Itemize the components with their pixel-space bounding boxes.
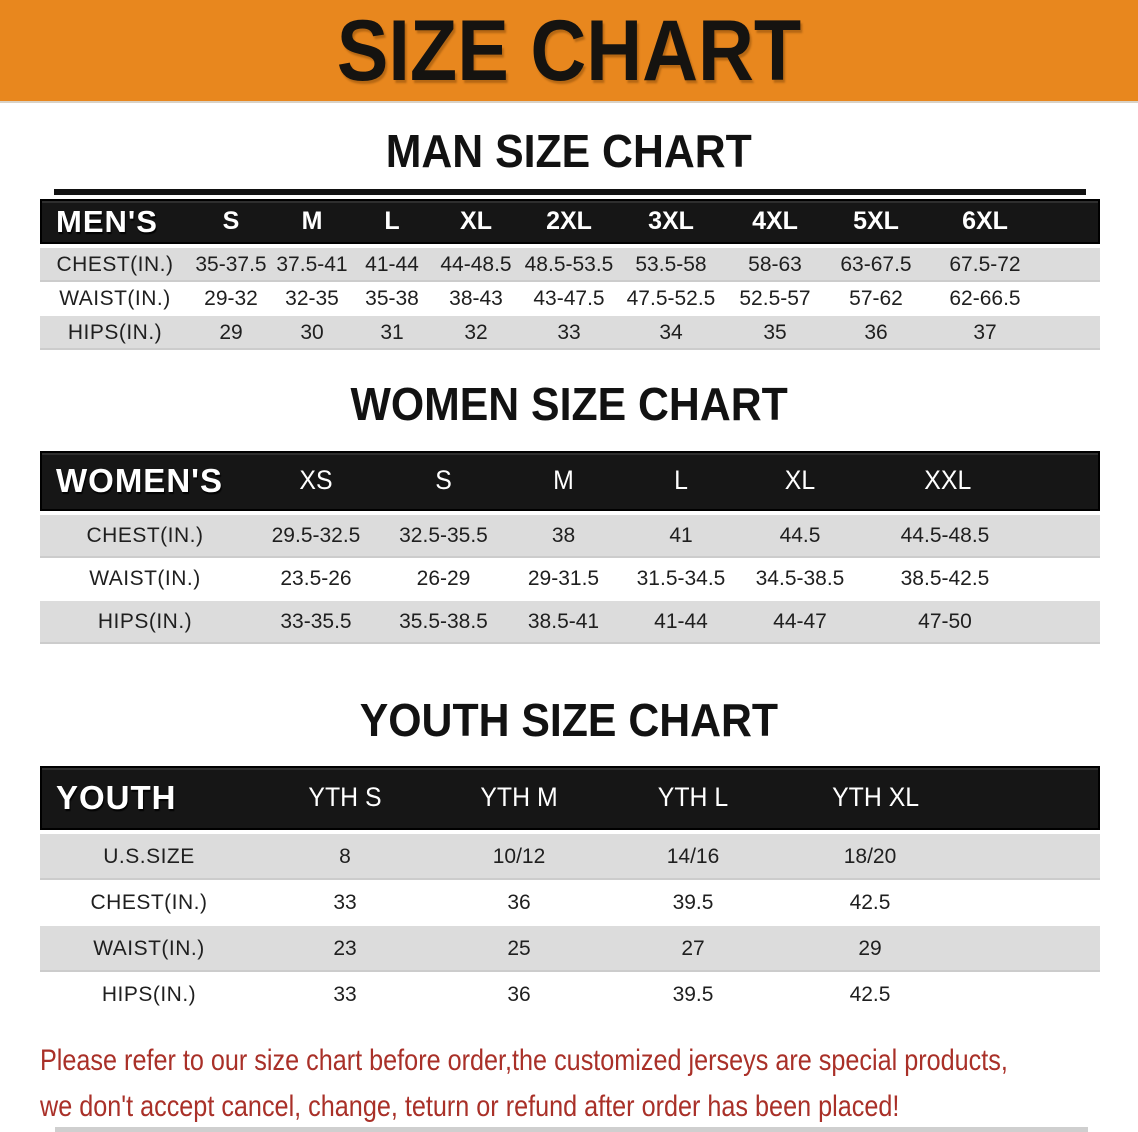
size-column-header: M <box>553 465 574 496</box>
size-value: 34.5-38.5 <box>755 567 845 591</box>
size-value: 33 <box>333 890 357 914</box>
size-value: 43-47.5 <box>533 287 605 311</box>
size-value: 44.5-48.5 <box>900 524 990 548</box>
size-value: 37.5-41 <box>276 253 348 277</box>
size-value: 39.5 <box>672 890 714 914</box>
measurement-row <box>40 880 1100 926</box>
size-column-header: S <box>222 207 240 236</box>
size-value: 42.5 <box>849 982 891 1006</box>
size-value: 47.5-52.5 <box>626 287 716 311</box>
size-value: 36 <box>507 890 531 914</box>
size-column-header: XS <box>299 465 333 496</box>
size-value: 57-62 <box>849 287 903 311</box>
size-value: 14/16 <box>666 844 720 868</box>
size-value: 37 <box>973 321 997 345</box>
size-value: 32.5-35.5 <box>399 524 488 548</box>
size-column-header: 6XL <box>962 207 1008 236</box>
section-heading-wrap <box>0 127 1138 175</box>
row-label: WAIST(IN.) <box>93 936 205 960</box>
size-value: 53.5-58 <box>635 253 707 277</box>
section-heading: WOMEN SIZE CHART <box>350 378 788 431</box>
size-value: 27 <box>681 936 705 960</box>
size-value: 32 <box>464 321 488 345</box>
size-column-header: M <box>301 207 323 236</box>
size-value: 63-67.5 <box>840 253 912 277</box>
section-heading-wrap <box>0 378 1138 431</box>
banner-title: SIZE CHART <box>336 2 802 99</box>
size-value: 44-48.5 <box>440 253 512 277</box>
size-column-header: L <box>384 207 400 236</box>
size-value: 41 <box>669 524 693 548</box>
size-column-header: YTH XL <box>832 782 920 813</box>
section-heading: YOUTH SIZE CHART <box>359 693 779 746</box>
size-value: 29.5-32.5 <box>271 524 361 548</box>
size-value: 41-44 <box>365 253 419 277</box>
size-value: 31 <box>380 321 404 345</box>
size-value: 36 <box>507 982 531 1006</box>
size-value: 47-50 <box>918 610 972 634</box>
size-value: 26-29 <box>416 567 471 591</box>
size-value: 38.5-41 <box>527 610 600 634</box>
row-label: WAIST(IN.) <box>89 567 201 591</box>
image-bottom-edge <box>55 1127 1088 1132</box>
row-label: HIPS(IN.) <box>97 610 193 634</box>
sections <box>0 127 1138 1018</box>
size-value: 42.5 <box>849 890 891 914</box>
measurement-row <box>40 248 1100 282</box>
measurement-row <box>40 972 1100 1018</box>
size-value: 33 <box>333 982 357 1006</box>
size-table <box>40 766 1100 1018</box>
size-column-header: YTH L <box>657 782 729 813</box>
disclaimer-line-1: Please refer to our size chart before order,the customized jerseys are special products, <box>40 1043 1008 1077</box>
disclaimer-line-2: we don't accept cancel, change, teturn or refund after order has been placed! <box>40 1089 900 1123</box>
row-label: CHEST(IN.) <box>86 524 204 548</box>
row-label: WAIST(IN.) <box>59 287 171 311</box>
size-table <box>40 451 1100 644</box>
table-title: WOMEN'S <box>56 461 224 499</box>
size-column-header: YTH M <box>480 782 558 813</box>
size-value: 58-63 <box>748 253 802 277</box>
size-value: 38 <box>551 524 576 548</box>
size-value: 23 <box>333 936 357 960</box>
size-value: 32-35 <box>285 287 339 311</box>
size-column-header: XL <box>460 207 492 236</box>
size-value: 29 <box>858 936 882 960</box>
size-value: 30 <box>300 321 324 345</box>
size-column-header: 5XL <box>853 207 899 236</box>
size-value: 23.5-26 <box>280 567 352 591</box>
size-value: 33-35.5 <box>280 610 352 634</box>
size-value: 38.5-42.5 <box>900 567 990 591</box>
size-value: 38-43 <box>449 287 503 311</box>
size-table <box>40 189 1100 350</box>
size-column-header: S <box>435 465 452 496</box>
size-value: 33 <box>557 321 581 345</box>
table-title: YOUTH <box>56 778 177 816</box>
size-column-header: 3XL <box>648 207 694 236</box>
size-value: 31.5-34.5 <box>636 567 726 591</box>
size-value: 35-37.5 <box>195 253 267 277</box>
row-label: U.S.SIZE <box>103 844 195 868</box>
size-value: 41-44 <box>654 610 708 634</box>
size-value: 44-47 <box>773 610 827 634</box>
table-header-row <box>40 766 1100 830</box>
table-header-row <box>40 451 1100 511</box>
table-title: MEN'S <box>56 203 158 239</box>
size-value: 10/12 <box>492 844 546 868</box>
size-value: 39.5 <box>672 982 714 1006</box>
row-label: CHEST(IN.) <box>56 253 174 277</box>
size-value: 34 <box>659 321 683 345</box>
size-value: 48.5-53.5 <box>524 253 614 277</box>
size-value: 25 <box>507 936 531 960</box>
size-column-header: 4XL <box>752 207 798 236</box>
size-chart-section <box>0 693 1138 1018</box>
table-header-row <box>40 199 1100 244</box>
size-column-header: L <box>674 465 688 496</box>
measurement-row <box>40 558 1100 601</box>
measurement-row <box>40 282 1100 316</box>
row-label: HIPS(IN.) <box>67 321 163 345</box>
measurement-row <box>40 316 1100 350</box>
measurement-row <box>40 515 1100 558</box>
row-label: HIPS(IN.) <box>101 982 197 1006</box>
banner <box>0 0 1138 103</box>
size-chart-section <box>0 380 1138 643</box>
size-value: 35 <box>763 321 787 345</box>
section-heading-wrap <box>0 693 1138 746</box>
section-heading: MAN SIZE CHART <box>385 125 752 177</box>
size-value: 62-66.5 <box>949 287 1021 311</box>
disclaimer <box>40 1038 1138 1130</box>
table-top-rule <box>54 189 1086 195</box>
size-column-header: XXL <box>924 465 972 496</box>
measurement-row <box>40 834 1100 880</box>
size-value: 44.5 <box>779 524 821 548</box>
size-value: 36 <box>864 321 888 345</box>
measurement-row <box>40 926 1100 972</box>
size-value: 52.5-57 <box>739 287 811 311</box>
size-value: 29 <box>219 321 243 345</box>
size-value: 35.5-38.5 <box>399 610 488 634</box>
size-value: 29-32 <box>204 287 258 311</box>
size-column-header: 2XL <box>546 207 592 236</box>
size-value: 8 <box>339 844 351 868</box>
size-value: 29-31.5 <box>527 567 600 591</box>
size-value: 35-38 <box>365 287 419 311</box>
size-value: 67.5-72 <box>949 253 1021 277</box>
size-value: 18/20 <box>843 844 897 868</box>
size-chart-section <box>0 127 1138 350</box>
size-column-header: YTH S <box>308 782 382 813</box>
size-column-header: XL <box>784 465 816 496</box>
row-label: CHEST(IN.) <box>90 890 208 914</box>
measurement-row <box>40 601 1100 644</box>
